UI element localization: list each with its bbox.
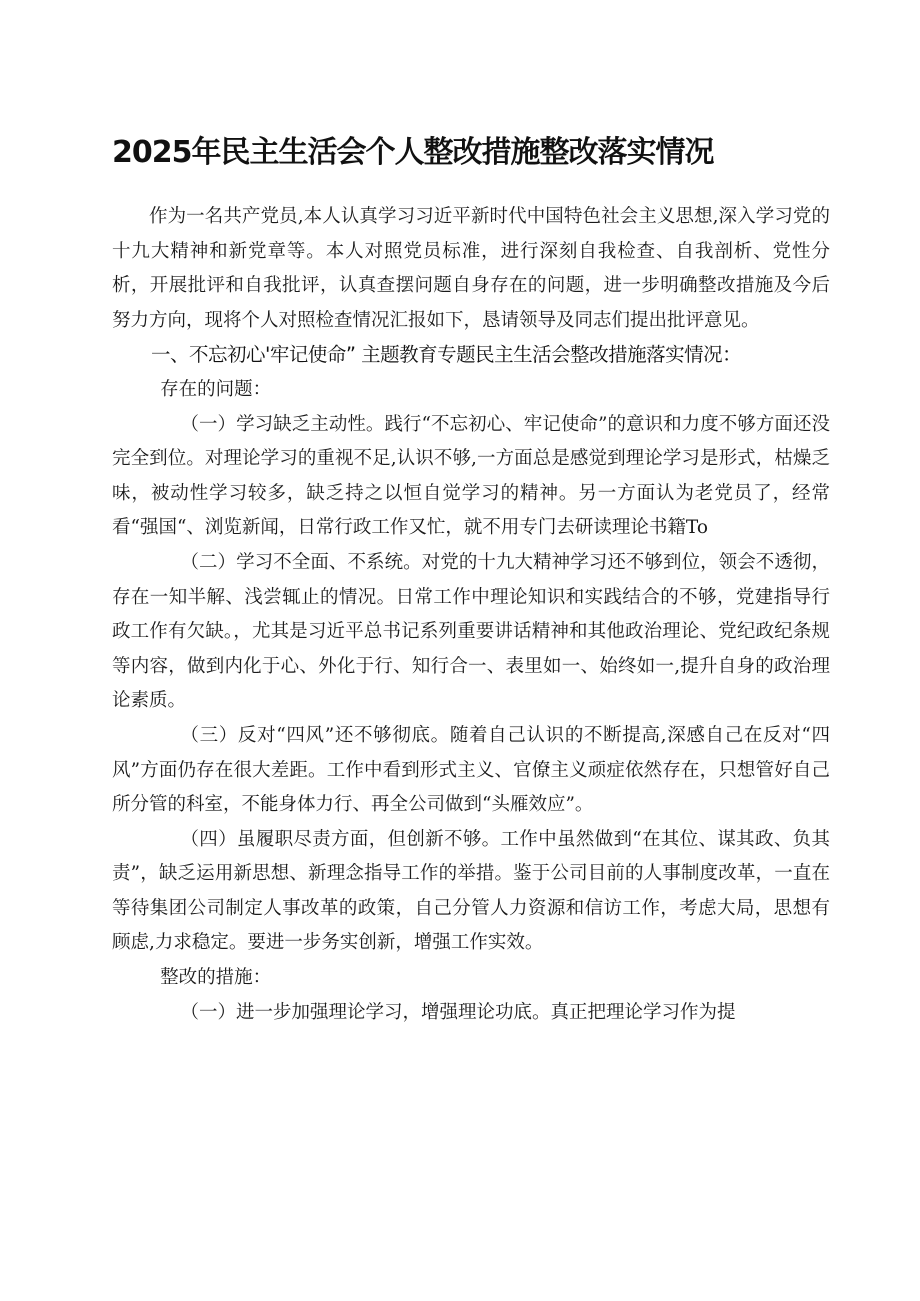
document-title: 2025年民主生活会个人整改措施整改落实情况	[112, 135, 714, 170]
intro-paragraph: 作为一名共产党员,本人认真学习习近平新时代中国特色社会主义思想,深入学习党的十九大精神和新党章等。本人对照党员标准，进行深刻自我检查、自我剖析、党性分析，开展批评和自我批评，认真查摆问题自身存在的问题，进一步明确整改措施及今后努力方向，现将个人对照检查情况汇报如下，恳请领导及同志们提出批评意见。	[112, 206, 830, 331]
problem-paragraph-3: （三）反对“四风”还不够彻底。随着自己认识的不断提高,深感自己在反对“四风”方面仍存在很大差距。工作中看到形式主义、官僚主义顽症依然存在，只想管好自己所分管的科室，不能身体力行、再全公司做到“头雁效应”。	[112, 724, 830, 816]
measures-label: 整改的措施：	[160, 967, 272, 989]
problem-paragraph-4: （四）虽履职尽责方面，但创新不够。工作中虽然做到“在其位、谋其政、负其责”，缺乏运用新思想、新理念指导工作的举措。鉴于公司目前的人事制度改革，一直在等待集团公司制定人事改革的政策，自己分管人力资源和信访工作，考虑大局，思想有顾虑,力求稳定。要进一步务实创新，增强工作实效。	[112, 828, 830, 954]
measure-paragraph-1: （一）进一步加强理论学习，增强理论功底。真正把理论学习作为提	[180, 1001, 736, 1023]
problem-paragraph-2: （二）学习不全面、不系统。对党的十九大精神学习还不够到位，领会不透彻，存在一知半解、浅尝辄止的情况。日常工作中理论知识和实践结合的不够，党建指导行政工作有欠缺。，尤其是习近平总书记系列重要讲话精神和其他政治理论、党纪政纪条规等内容，做到内化于心、外化于行、知行合一、表里如一、始终如一,提升自身的政治理论素质。	[112, 551, 830, 712]
problems-label: 存在的问题：	[160, 378, 272, 400]
section-heading: 一、不忘初心'牢记使命” 主题教育专题民主生活会整改措施落实情况：	[151, 343, 742, 367]
document-body	[112, 200, 830, 1030]
problem-paragraph-1: （一）学习缺乏主动性。践行“不忘初心、牢记使命”的意识和力度不够方面还没完全到位。对理论学习的重视不足,认识不够,一方面总是感觉到理论学习是形式，枯燥乏味，被动性学习较多，缺乏持之以恒自觉学习的精神。另一方面认为老党员了，经常看“强国“、浏览新闻，日常行政工作又忙，就不用专门去研读理论书籍To	[112, 413, 830, 539]
